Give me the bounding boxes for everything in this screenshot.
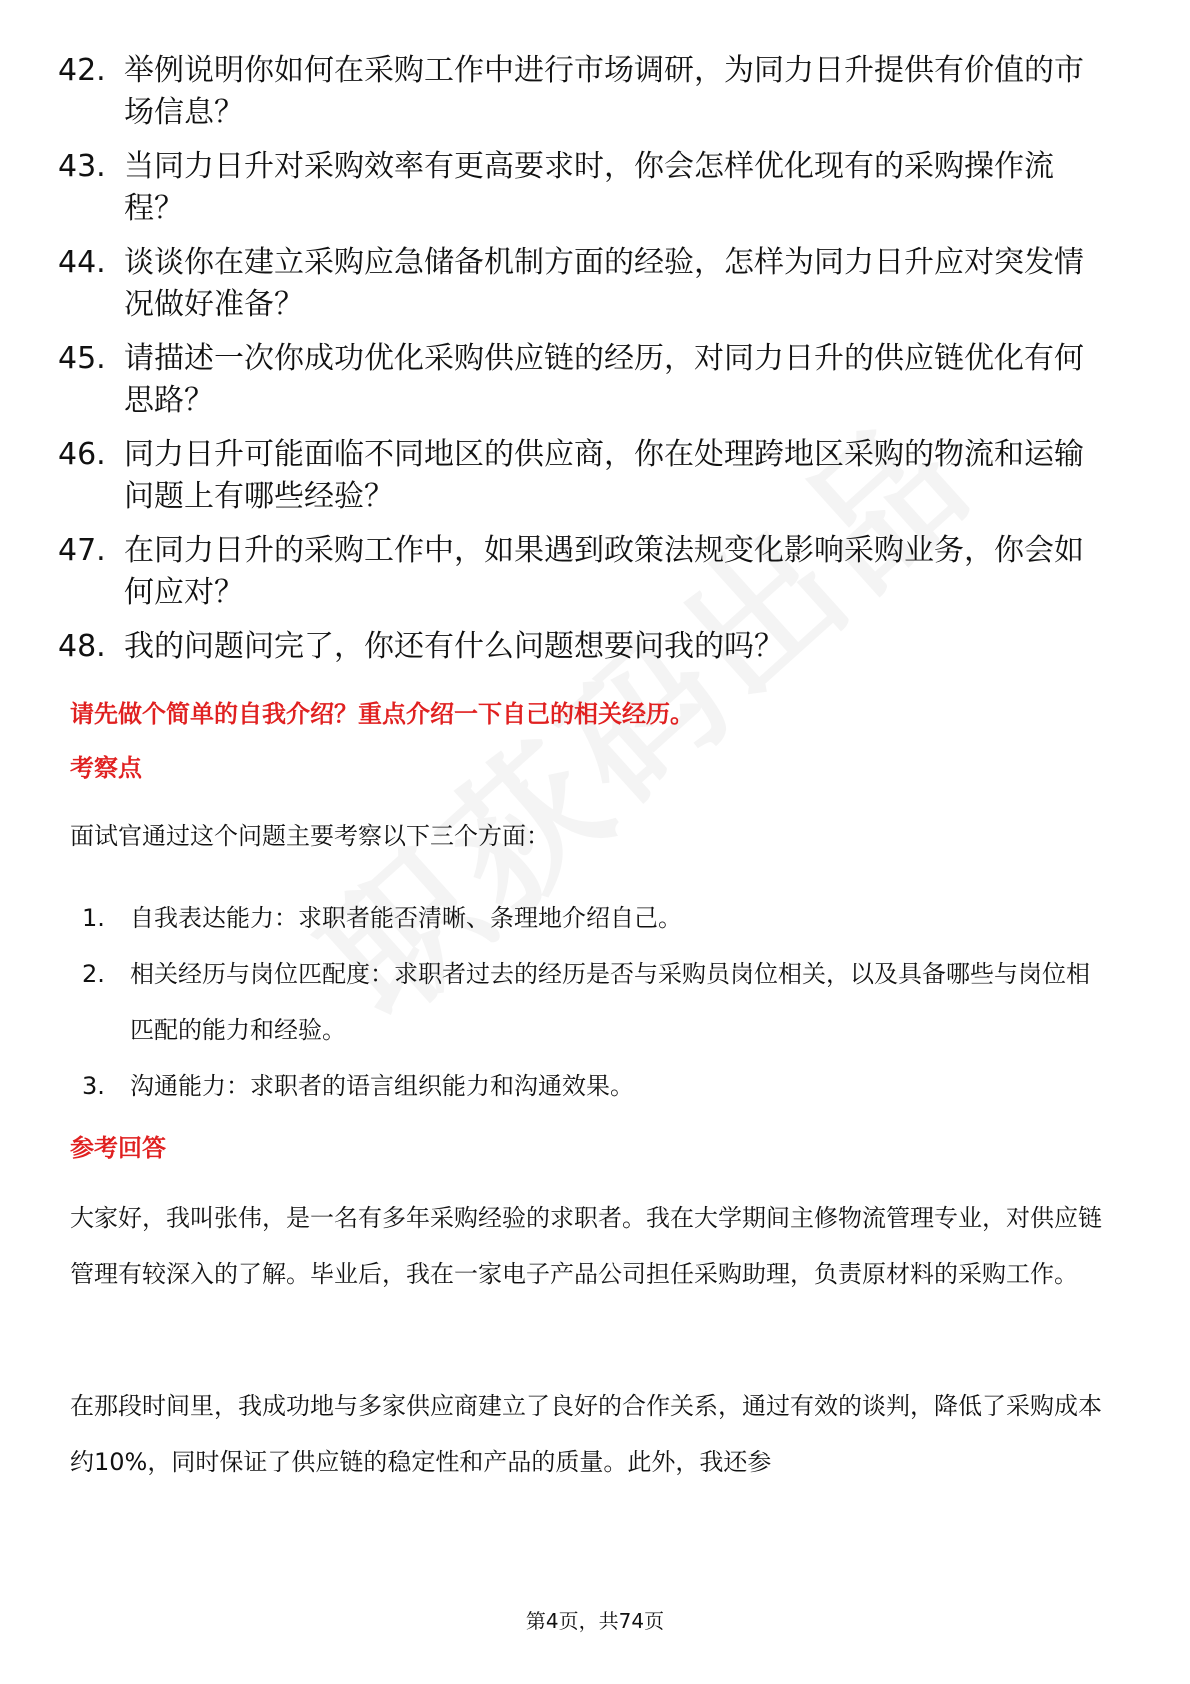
- question-number: 46.: [58, 437, 106, 472]
- question-text: 谈谈你在建立采购应急储备机制方面的经验，怎样为同力日升应对突发情况做好准备？: [124, 245, 1084, 322]
- question-item: [58, 242, 1138, 326]
- inspection-point: [70, 1058, 1120, 1114]
- question-text: 在同力日升的采购工作中，如果遇到政策法规变化影响采购业务，你会如何应对？: [124, 533, 1084, 610]
- inspection-heading: 考察点: [70, 754, 142, 782]
- point-number: 3.: [82, 1072, 105, 1100]
- question-text: 举例说明你如何在采购工作中进行市场调研，为同力日升提供有价值的市场信息？: [124, 53, 1084, 130]
- focus-question: 请先做个简单的自我介绍？重点介绍一下自己的相关经历。: [70, 700, 694, 728]
- point-text: 沟通能力：求职者的语言组织能力和沟通效果。: [130, 1072, 634, 1100]
- question-item: [58, 146, 1138, 230]
- question-number: 47.: [58, 533, 106, 568]
- reference-paragraph: 大家好，我叫张伟，是一名有多年采购经验的求职者。我在大学期间主修物流管理专业，对供应链管理有较深入的了解。毕业后，我在一家电子产品公司担任采购助理，负责原材料的采购工作。: [70, 1204, 1102, 1288]
- question-item: [58, 50, 1138, 134]
- question-text: 我的问题问完了，你还有什么问题想要问我的吗？: [124, 629, 784, 664]
- question-text: 当同力日升对采购效率有更高要求时，你会怎样优化现有的采购操作流程？: [124, 149, 1054, 226]
- question-text: 同力日升可能面临不同地区的供应商，你在处理跨地区采购的物流和运输问题上有哪些经验？: [124, 437, 1084, 514]
- reference-paragraph: 在那段时间里，我成功地与多家供应商建立了良好的合作关系，通过有效的谈判，降低了采购成本约10%，同时保证了供应链的稳定性和产品的质量。此外，我还参: [70, 1392, 1102, 1476]
- question-item: [58, 338, 1138, 422]
- question-number: 44.: [58, 245, 106, 280]
- question-number: 45.: [58, 341, 106, 376]
- page-footer: 第4页，共74页: [525, 1609, 665, 1633]
- reference-heading: 参考回答: [70, 1134, 166, 1162]
- question-number: 42.: [58, 53, 106, 88]
- point-text: 相关经历与岗位匹配度：求职者过去的经历是否与采购员岗位相关，以及具备哪些与岗位相匹配的能力和经验。: [130, 960, 1090, 1044]
- question-number: 48.: [58, 629, 106, 664]
- point-number: 2.: [82, 960, 105, 988]
- question-text: 请描述一次你成功优化采购供应链的经历，对同力日升的供应链优化有何思路？: [124, 341, 1084, 418]
- inspection-intro: 面试官通过这个问题主要考察以下三个方面：: [70, 822, 550, 850]
- question-list: [58, 50, 1138, 680]
- question-item: [58, 530, 1138, 614]
- question-item: [58, 626, 1138, 668]
- inspection-points: [70, 890, 1120, 1114]
- inspection-point: [70, 946, 1120, 1058]
- point-number: 1.: [82, 904, 105, 932]
- inspection-point: [70, 890, 1120, 946]
- point-text: 自我表达能力：求职者能否清晰、条理地介绍自己。: [130, 904, 682, 932]
- question-item: [58, 434, 1138, 518]
- question-number: 43.: [58, 149, 106, 184]
